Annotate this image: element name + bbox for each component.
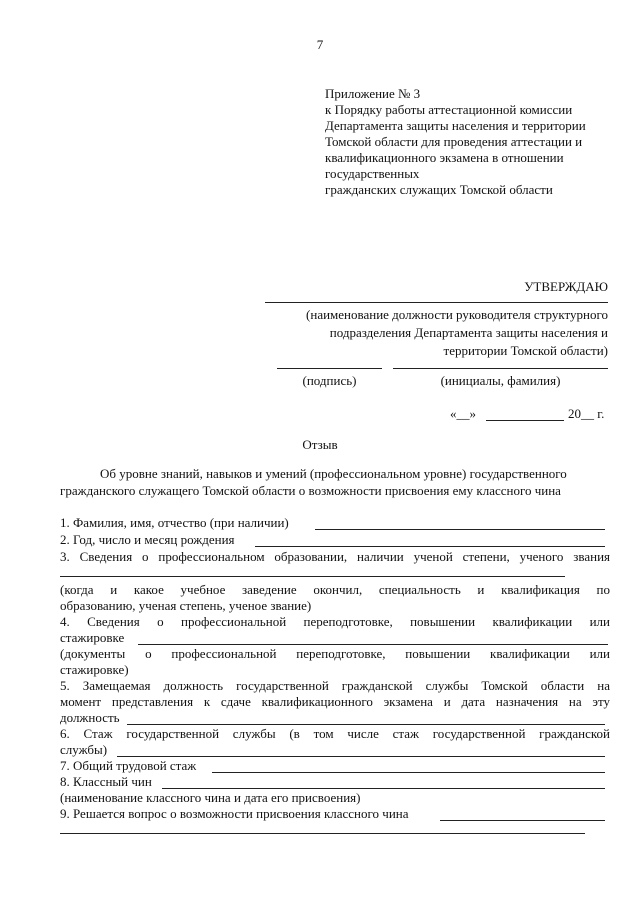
appendix-block [325, 86, 625, 198]
item-2-line [255, 546, 605, 547]
item-6-line [117, 756, 605, 757]
appendix-line: государственных [325, 166, 420, 181]
appendix-line: к Порядку работы аттестационной комиссии [325, 102, 573, 117]
item-5-label: момент представления к сдаче квалификационного экзамена и дата назначения на эту [60, 694, 610, 709]
item-9-line [440, 820, 605, 821]
item-4-label: 4. Сведения о профессиональной переподготовке, повышении квалификации или [60, 614, 610, 629]
item-8-line [162, 788, 605, 789]
doc-title: Отзыв [302, 437, 338, 452]
item-4-label: стажировке [60, 630, 125, 645]
item-5-label: должность [60, 710, 120, 725]
item-5-line [127, 724, 605, 725]
item-5-label: 5. Замещаемая должность государственной гражданской службы Томской области на [60, 678, 610, 693]
item-7-label: 7. Общий трудовой стаж [60, 758, 197, 773]
position-caption: территории Томской области) [443, 343, 608, 358]
signature-caption: (подпись) [302, 373, 357, 388]
item-7-line [212, 772, 605, 773]
subtitle: Об уровне знаний, навыков и умений (профессиональном уровне) государственного [100, 466, 567, 481]
item-1-line [315, 529, 605, 530]
item-3-line [60, 576, 565, 577]
item-8-label: 8. Классный чин [60, 774, 152, 789]
date-year: 20__ г. [568, 406, 605, 421]
item-2-label: 2. Год, число и месяц рождения [60, 532, 235, 547]
item-3-label: 3. Сведения о профессиональном образовании, наличии ученой степени, ученого звания [60, 549, 610, 564]
item-9-line [60, 833, 585, 834]
position-caption: подразделения Департамента защиты населения и [329, 325, 608, 340]
item-4-note: (документы о профессиональной переподготовке, повышении квалификации или [60, 646, 610, 661]
appendix-line: Томской области для проведения аттестации и [325, 134, 583, 149]
item-9-label: 9. Решается вопрос о возможности присвоения классного чина [60, 806, 409, 821]
position-caption: (наименование должности руководителя структурного [306, 307, 608, 322]
appendix-line: гражданских служащих Томской области [325, 182, 553, 197]
item-3-note: (когда и какое учебное заведение окончил, специальность и квалификация по [60, 582, 610, 597]
position-line [265, 302, 608, 303]
item-3-note: образованию, ученая степень, ученое звание) [60, 598, 312, 613]
item-6-label: 6. Стаж государственной службы (в том числе стаж государственной гражданской [60, 726, 610, 741]
appendix-line: квалификационного экзамена в отношении [325, 150, 564, 165]
date-day: «__» [450, 406, 476, 421]
item-4-line [138, 644, 608, 645]
name-caption: (инициалы, фамилия) [440, 373, 561, 388]
item-8-note: (наименование классного чина и дата его присвоения) [60, 790, 361, 805]
name-line [393, 368, 608, 369]
appendix-line: Департамента защиты населения и территории [325, 118, 586, 133]
item-6-label: службы) [60, 742, 108, 757]
signature-line [277, 368, 382, 369]
date-month-line [486, 420, 564, 421]
subtitle: гражданского служащего Томской области о возможности присвоения ему классного чина [60, 483, 561, 498]
item-1-label: 1. Фамилия, имя, отчество (при наличии) [60, 515, 289, 530]
approve-title: УТВЕРЖДАЮ [524, 279, 608, 294]
page-number: 7 [316, 37, 324, 52]
item-4-note: стажировке) [60, 662, 129, 677]
appendix-line: Приложение № 3 [325, 86, 421, 101]
